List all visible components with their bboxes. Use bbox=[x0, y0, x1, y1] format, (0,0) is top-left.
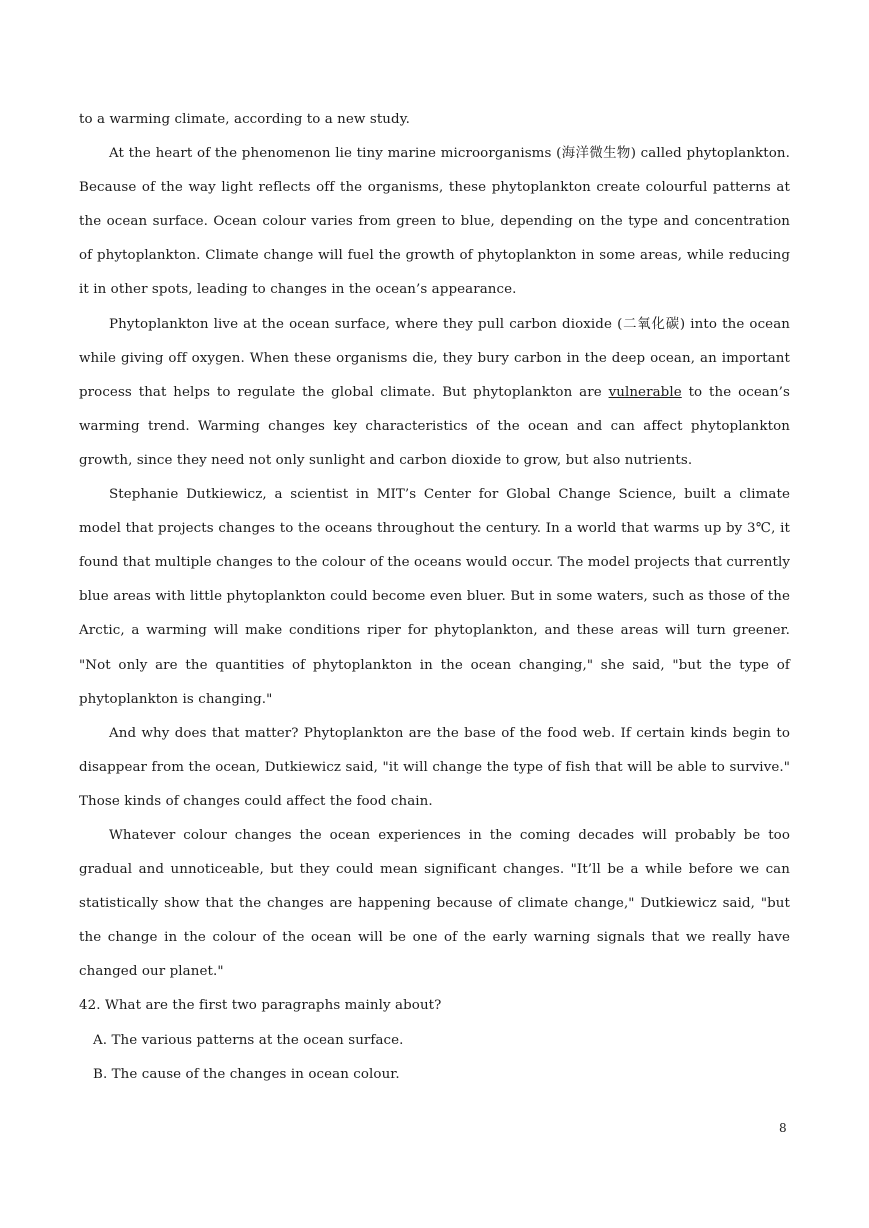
paragraph-climate-model: Stephanie Dutkiewicz, a scientist in MIT’s Center for Global Change Science, built a climate model that projects changes to the oceans throughout the century. In a world that warms up by 3℃, it found that multiple changes to the colour of the oceans would occur. The model projects that currently blue areas with little phytoplankton could become even bluer. But in some waters, such as those of the Arctic, a warming will make conditions riper for phytoplankton, and these areas will turn greener. "Not only are the quantities of phytoplankton in the ocean changing," she said, "but the type of phytoplankton is changing." bbox=[79, 487, 790, 707]
paragraph-phytoplankton-intro: At the heart of the phenomenon lie tiny marine microorganisms (海洋微生物) called phytoplankton. Because of the way light reflects off the organisms, these phytoplankton create colourful patterns at the ocean surface. Ocean colour varies from green to blue, depending on the type and concentration of phytoplankton. Climate change will fuel the growth of phytoplankton in some areas, while reducing it in other spots, leading to changes in the ocean’s appearance. bbox=[79, 146, 790, 298]
option-b: B. The cause of the changes in ocean colour. bbox=[93, 1066, 400, 1082]
option-a: A. The various patterns at the ocean surface. bbox=[93, 1032, 404, 1048]
paragraph-text-after: to the ocean’s warming trend. Warming changes key characteristics of the ocean and can affect phytoplankton growth, since they need not only sunlight and carbon dioxide to grow, but also nutrients. bbox=[79, 384, 790, 468]
underlined-word: vulnerable bbox=[608, 384, 682, 400]
page-number: 8 bbox=[779, 1121, 787, 1135]
passage-body bbox=[79, 103, 790, 1092]
paragraph-carbon-dioxide bbox=[79, 308, 790, 478]
question-42: 42. What are the first two paragraphs mainly about? bbox=[79, 998, 442, 1014]
paragraph-food-web: And why does that matter? Phytoplankton are the base of the food web. If certain kinds begin to disappear from the ocean, Dutkiewicz said, "it will change the type of fish that will be able to survive." Those kinds of changes could affect the food chain. bbox=[79, 725, 790, 809]
paragraph-continuation: to a warming climate, according to a new study. bbox=[79, 112, 410, 127]
paragraph-text-before: Phytoplankton live at the ocean surface, where they pull carbon dioxide (二氧化碳) into the ocean while giving off oxygen. When these organisms die, they bury carbon in the deep ocean, an important process that helps to regulate the global climate. But phytoplankton are bbox=[79, 316, 790, 400]
paragraph-warning-signals: Whatever colour changes the ocean experiences in the coming decades will probably be too gradual and unnoticeable, but they could mean significant changes. "It’ll be a while before we can statistically show that the changes are happening because of climate change," Dutkiewicz said, "but the change in the colour of the ocean will be one of the early warning signals that we really have changed our planet." bbox=[79, 827, 790, 980]
